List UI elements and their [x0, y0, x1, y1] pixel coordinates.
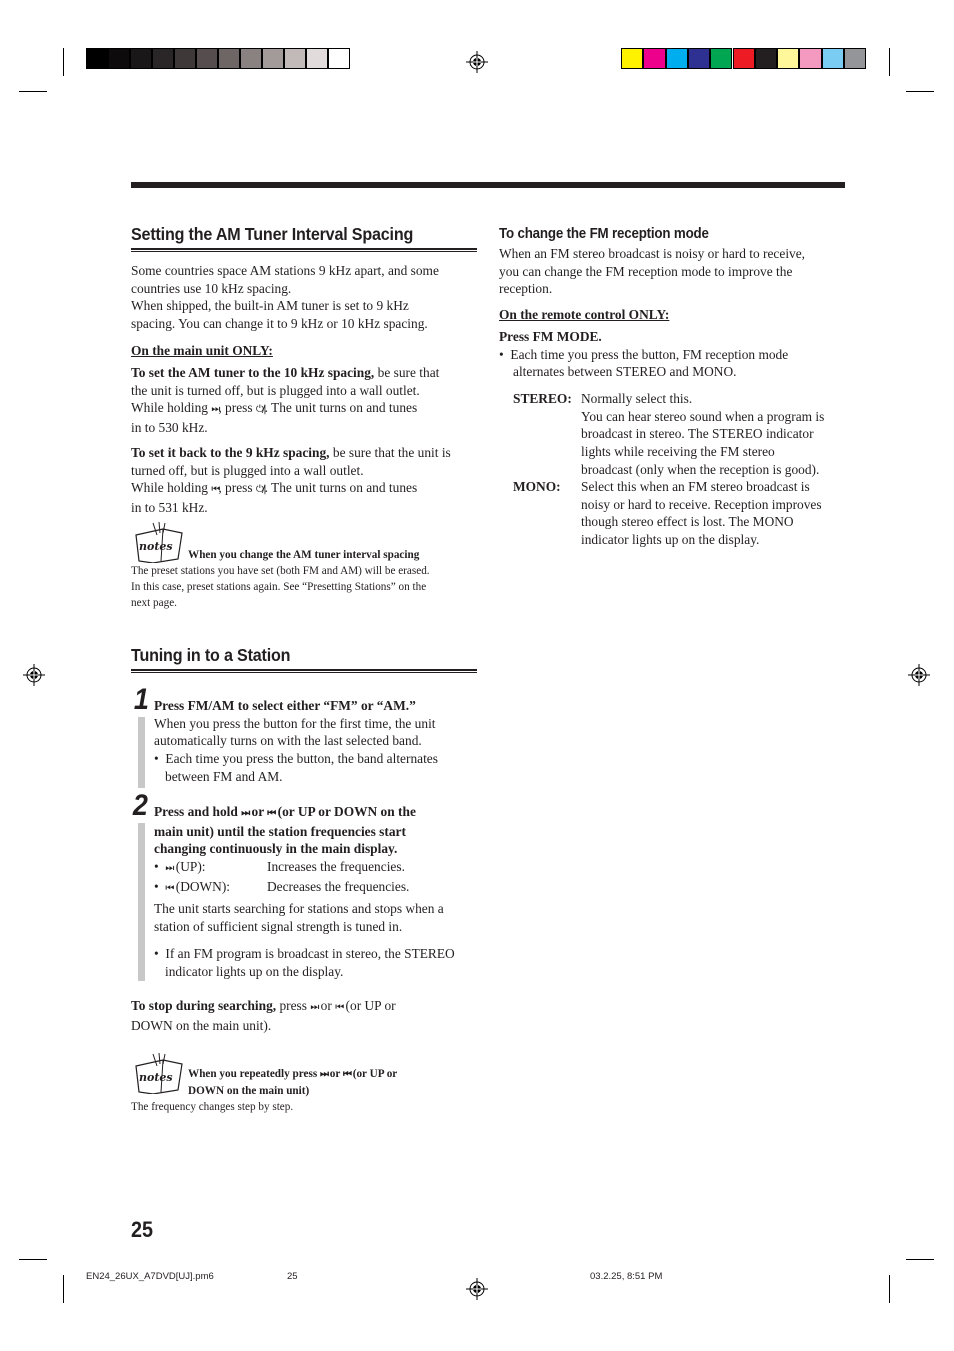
color-swatch — [777, 48, 799, 69]
step-bar — [138, 823, 145, 981]
section-title-fm-mode: To change the FM reception mode — [499, 226, 709, 242]
mono-label: MONO: — [513, 479, 561, 494]
nine-khz-instructions: To set it back to the 9 kHz spacing, be sure that the unit is turned off, but is plugged into a wall outlet. While holding ⏮, press ⏻/|. The unit turns on and tunes in to 531 kHz. — [131, 445, 451, 516]
ten-khz-instructions: To set the AM tuner to the 10 kHz spacing, be sure that the unit is turned off, but is plugged into a wall outlet. While holding ⏭, press ⏻/|. The unit turns on and tunes in to 530 kHz. — [131, 365, 440, 436]
registration-mark-icon — [908, 664, 930, 686]
step-bar — [138, 717, 145, 788]
svg-text:notes: notes — [139, 540, 173, 553]
color-swatch — [799, 48, 821, 69]
color-swatch — [174, 48, 196, 69]
section-title-tuning: Tuning in to a Station — [131, 645, 291, 665]
step-1: Press FM/AM to select either “FM” or “AM.” When you press the button for the first time, the unit automatically turns on with the last selected band. • Each time you press the button, the band alternates between FM and AM. — [154, 698, 438, 784]
stereo-bullet: • If an FM program is broadcast in stereo, the STEREO indicator lights up on the display. — [154, 946, 455, 979]
next-icon: ⏭ — [241, 808, 249, 819]
stereo-label: STEREO: — [513, 391, 572, 406]
section-title-am-spacing: Setting the AM Tuner Interval Spacing — [131, 224, 414, 244]
power-icon: ⏻/| — [255, 404, 265, 416]
color-swatch — [108, 48, 130, 69]
color-swatch — [152, 48, 174, 69]
color-swatch — [306, 48, 328, 69]
search-description: The unit starts searching for stations and stops when a station of sufficient signal strength is tuned in. — [154, 901, 444, 934]
title-rule — [131, 669, 477, 673]
registration-mark-icon — [466, 51, 488, 73]
registration-mark-icon — [23, 664, 45, 686]
color-swatch — [666, 48, 688, 69]
color-swatch — [621, 48, 643, 69]
page-number: 25 — [131, 1217, 154, 1242]
footer-page: 25 — [287, 1271, 298, 1282]
color-swatch — [262, 48, 284, 69]
color-swatch — [86, 48, 108, 69]
am-intro: Some countries space AM stations 9 kHz apart, and some countries use 10 kHz spacing. When shipped, the built-in AM tuner is set to 9 kHz spacing. You can change it to 9 kHz or 10 kHz spacing. — [131, 263, 439, 332]
color-swatch — [822, 48, 844, 69]
main-unit-only-label: On the main unit ONLY: — [131, 343, 273, 358]
next-icon: ⏭ — [319, 1069, 327, 1080]
stereo-desc: Normally select this. You can hear stereo sound when a program is broadcast in stereo. The STEREO indicator lights while receiving the FM stereo broadcast (only when the reception is good). — [581, 391, 825, 477]
footer-file: EN24_26UX_A7DVD[UJ].pm6 — [86, 1271, 214, 1282]
crop-mark — [63, 48, 64, 76]
tuning-note: When you repeatedly press ⏭ or ⏮ (or UP or DOWN on the main unit) The frequency changes step by step. — [131, 1068, 398, 1113]
footer-date: 03.2.25, 8:51 PM — [590, 1271, 663, 1282]
fm-intro: When an FM stereo broadcast is noisy or hard to receive, you can change the FM reception mode to improve the reception. — [499, 246, 806, 297]
step-number-2: 2 — [132, 789, 148, 822]
step-number-1: 1 — [133, 683, 149, 716]
title-rule — [131, 248, 477, 252]
color-swatch — [755, 48, 777, 69]
color-swatch — [733, 48, 755, 69]
prev-icon: ⏮ — [342, 1069, 350, 1080]
color-swatch — [643, 48, 665, 69]
crop-mark — [19, 1259, 47, 1260]
fm-press: Press FM MODE. • Each time you press the button, FM reception mode alternates between STEREO and MONO. — [499, 329, 789, 380]
prev-icon: ⏮ — [165, 882, 173, 894]
prev-icon: ⏮ — [267, 808, 275, 819]
svg-text:notes: notes — [139, 1071, 173, 1084]
color-swatch — [710, 48, 732, 69]
color-swatch — [284, 48, 306, 69]
am-note: When you change the AM tuner interval spacing The preset stations you have set (both FM and AM) will be erased. In this case, preset stations again. See “Presetting Stations” on the next page. — [131, 549, 430, 609]
color-swatch — [688, 48, 710, 69]
power-icon: ⏻/| — [255, 484, 265, 496]
next-icon: ⏭ — [165, 863, 173, 875]
crop-mark — [889, 1275, 890, 1303]
prev-icon: ⏮ — [211, 484, 219, 496]
crop-mark — [19, 91, 47, 92]
color-swatch — [130, 48, 152, 69]
step-2: Press and hold ⏭ or ⏮ (or UP or DOWN on the main unit) until the station frequencies start changing continuously in the main display. • ⏭ (UP): Increases the frequencies. • ⏮ (DOWN): Decreases the frequencies. — [154, 804, 416, 894]
crop-mark — [906, 1259, 934, 1260]
color-swatch — [844, 48, 866, 69]
crop-mark — [889, 48, 890, 76]
remote-only-label: On the remote control ONLY: — [499, 307, 670, 322]
stop-searching: To stop during searching, press ⏭ or ⏮ (or UP or DOWN on the main unit). — [131, 998, 396, 1033]
color-swatch — [328, 48, 350, 69]
color-swatch — [240, 48, 262, 69]
prev-icon: ⏮ — [335, 1002, 343, 1013]
color-swatch — [218, 48, 240, 69]
registration-mark-icon — [466, 1278, 488, 1300]
next-icon: ⏭ — [310, 1002, 318, 1013]
crop-mark — [63, 1275, 64, 1303]
color-swatch — [196, 48, 218, 69]
crop-mark — [906, 91, 934, 92]
mono-desc: Select this when an FM stereo broadcast is noisy or hard to receive. Reception improves though stereo effect is lost. The MONO indicator lights up on the display. — [581, 479, 822, 548]
top-rule — [131, 182, 845, 188]
next-icon: ⏭ — [211, 404, 219, 416]
